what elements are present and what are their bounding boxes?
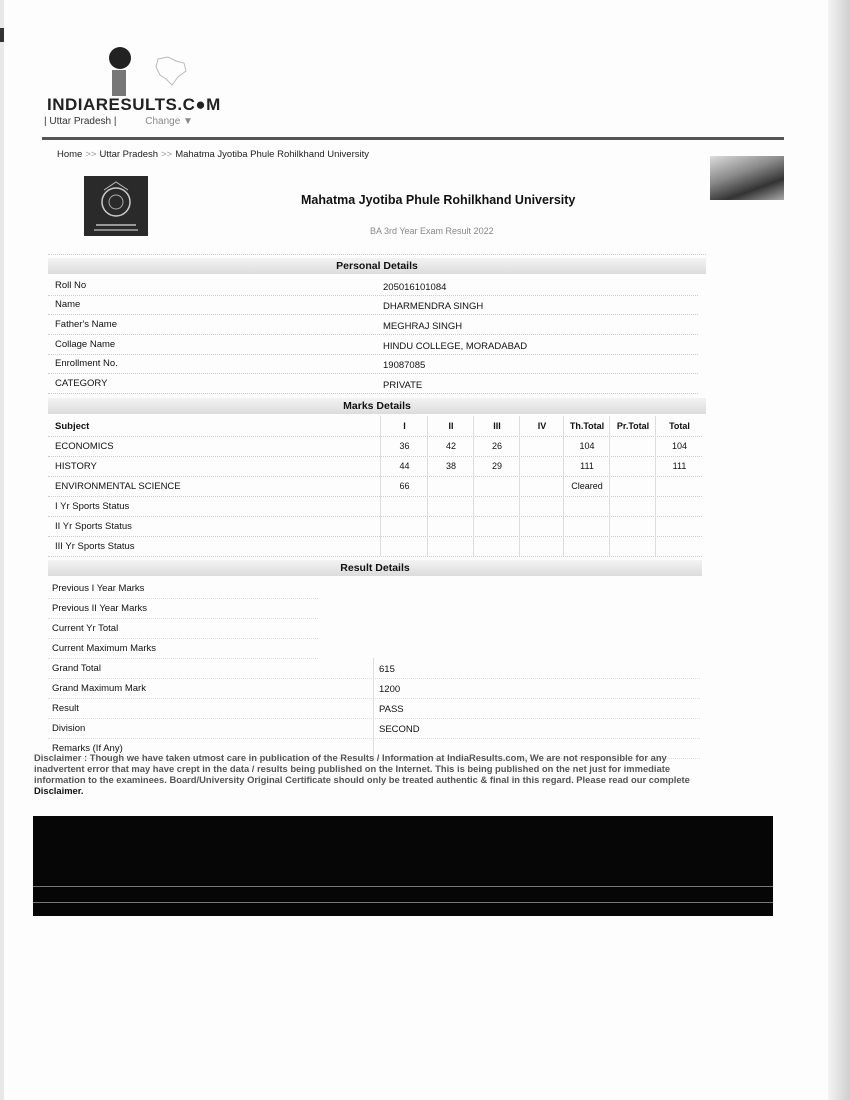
- column-pr-total: Pr.Total: [609, 416, 656, 436]
- column-subject: Subject: [55, 421, 90, 432]
- table-row: [48, 536, 702, 557]
- pr-total-cell: [609, 496, 656, 516]
- mark-cell: [380, 516, 428, 536]
- mark-cell: 36: [380, 436, 428, 456]
- mark-cell: [519, 436, 564, 456]
- grand-total-label: Grand Total: [52, 663, 101, 674]
- category-value: PRIVATE: [383, 380, 423, 391]
- result-label: Previous I Year Marks: [52, 583, 145, 594]
- header-divider: [42, 137, 784, 140]
- result-row: [48, 678, 700, 699]
- college-name-label: Collage Name: [55, 339, 116, 350]
- personal-row: [48, 374, 698, 394]
- result-details-heading: Result Details: [48, 560, 702, 576]
- th-total-cell: 104: [563, 436, 610, 456]
- division-label: Division: [52, 723, 86, 734]
- disclaimer-link[interactable]: Disclaimer.: [34, 785, 84, 796]
- result-status-value: PASS: [379, 704, 404, 715]
- breadcrumb-state[interactable]: Uttar Pradesh: [99, 149, 159, 160]
- name-label: Name: [55, 299, 81, 310]
- mark-cell: 44: [380, 456, 428, 476]
- total-cell: 104: [655, 436, 703, 456]
- disclaimer: [34, 752, 706, 796]
- fathers-name-value: MEGHRAJ SINGH: [383, 321, 463, 332]
- subject-name: I Yr Sports Status: [55, 501, 130, 512]
- column-ii: II: [427, 416, 474, 436]
- personal-row: [48, 354, 698, 374]
- subject-name: III Yr Sports Status: [55, 541, 135, 552]
- name-value: DHARMENDRA SINGH: [383, 301, 484, 312]
- marks-header-row: [48, 416, 702, 437]
- mark-cell: [473, 476, 520, 496]
- redact-line: [33, 886, 773, 887]
- value-cell: [373, 698, 699, 718]
- total-cell: [655, 536, 703, 556]
- enrollment-no-label: Enrollment No.: [55, 358, 118, 369]
- mark-cell: [427, 536, 474, 556]
- table-row: [48, 436, 702, 457]
- value-cell: [373, 718, 699, 738]
- mark-cell: [427, 516, 474, 536]
- mark-cell: [427, 496, 474, 516]
- column-total: Total: [655, 416, 703, 436]
- result-label: Current Maximum Marks: [52, 643, 156, 654]
- redacted-area: [33, 816, 773, 916]
- page-edge-right: [828, 0, 850, 1100]
- table-row: [48, 496, 702, 517]
- breadcrumb-separator: >>: [161, 149, 173, 160]
- th-total-cell: 111: [563, 456, 610, 476]
- personal-row: [48, 315, 698, 335]
- pr-total-cell: [609, 476, 656, 496]
- result-row: [48, 598, 318, 619]
- personal-row: [48, 335, 698, 355]
- mark-cell: [427, 476, 474, 496]
- column-th-total: Th.Total: [563, 416, 610, 436]
- result-label: Previous II Year Marks: [52, 603, 148, 614]
- result-label: Current Yr Total: [52, 623, 119, 634]
- mark-cell: [473, 496, 520, 516]
- subject-name: HISTORY: [55, 461, 97, 472]
- india-map-icon: [150, 55, 190, 89]
- pr-total-cell: [609, 436, 656, 456]
- table-row: [48, 456, 702, 477]
- total-cell: [655, 496, 703, 516]
- grand-max-value: 1200: [379, 684, 401, 695]
- state-name: | Uttar Pradesh |: [44, 116, 117, 127]
- mark-cell: [473, 516, 520, 536]
- mark-cell: [380, 536, 428, 556]
- fathers-name-label: Father's Name: [55, 319, 118, 330]
- subject-name: ECONOMICS: [55, 441, 114, 452]
- personal-row: [48, 276, 698, 296]
- redact-line: [33, 902, 773, 903]
- result-row: [48, 698, 700, 719]
- enrollment-no-value: 19087085: [383, 360, 426, 371]
- mark-cell: [519, 456, 564, 476]
- state-selector: [44, 116, 193, 127]
- total-cell: [655, 516, 703, 536]
- table-row: [48, 516, 702, 537]
- scan-mark: [0, 28, 4, 42]
- site-logo-text[interactable]: INDIARESULTS.C●M: [47, 95, 221, 114]
- breadcrumb-university[interactable]: Mahatma Jyotiba Phule Rohilkhand University: [175, 149, 369, 160]
- breadcrumb: [57, 149, 369, 160]
- column-iv: IV: [519, 416, 564, 436]
- division-value: SECOND: [379, 724, 420, 735]
- change-state-link[interactable]: Change ▼: [145, 116, 193, 127]
- roll-no-value: 205016101084: [383, 282, 447, 293]
- mark-cell: [519, 496, 564, 516]
- total-cell: [655, 476, 703, 496]
- th-total-cell: [563, 516, 610, 536]
- personal-details-heading: Personal Details: [48, 258, 706, 274]
- remarks-label: Remarks (If Any): [52, 743, 123, 754]
- total-cell: 111: [655, 456, 703, 476]
- subject-name: ENVIRONMENTAL SCIENCE: [55, 481, 181, 492]
- pr-total-cell: [609, 516, 656, 536]
- mark-cell: 38: [427, 456, 474, 476]
- breadcrumb-home[interactable]: Home: [57, 149, 83, 160]
- mark-cell: [519, 536, 564, 556]
- pr-total-cell: [609, 536, 656, 556]
- advertisement-image[interactable]: [710, 156, 784, 200]
- table-row: [48, 476, 702, 497]
- roll-no-label: Roll No: [55, 280, 87, 291]
- university-logo: [84, 176, 148, 236]
- college-name-value: HINDU COLLEGE, MORADABAD: [383, 341, 528, 352]
- disclaimer-text: Disclaimer : Though we have taken utmost care in publication of the Results / Information at IndiaResults.com, We are not responsible for any inadvertent error that may have crept in the data / results being published on the Internet. This is being published on the net just for immediate information to the examinees. Board/University Original Certificate should only be treated authentic & final in this regard. Please read our complete: [34, 752, 690, 785]
- mark-cell: 42: [427, 436, 474, 456]
- result-row: [48, 578, 318, 599]
- th-total-cell: [563, 536, 610, 556]
- result-row: [48, 618, 318, 639]
- th-total-cell: Cleared: [563, 476, 610, 496]
- pr-total-cell: [609, 456, 656, 476]
- personal-row: [48, 295, 698, 315]
- grand-max-label: Grand Maximum Mark: [52, 683, 146, 694]
- grand-total-value: 615: [379, 664, 395, 675]
- marks-details-heading: Marks Details: [48, 398, 706, 414]
- result-status-label: Result: [52, 703, 79, 714]
- value-cell: [373, 658, 699, 678]
- subject-name: II Yr Sports Status: [55, 521, 132, 532]
- mark-cell: [519, 476, 564, 496]
- th-total-cell: [563, 496, 610, 516]
- breadcrumb-separator: >>: [85, 149, 97, 160]
- result-row: [48, 638, 318, 659]
- column-iii: III: [473, 416, 520, 436]
- site-logo-stem: [112, 70, 126, 96]
- mark-cell: [380, 496, 428, 516]
- mark-cell: 26: [473, 436, 520, 456]
- mark-cell: [473, 536, 520, 556]
- mark-cell: 29: [473, 456, 520, 476]
- page-edge-left: [0, 0, 4, 1100]
- value-cell: [373, 678, 699, 698]
- category-label: CATEGORY: [55, 378, 108, 389]
- column-i: I: [380, 416, 428, 436]
- university-name: Mahatma Jyotiba Phule Rohilkhand University: [301, 193, 576, 207]
- result-row: [48, 658, 700, 679]
- mark-cell: 66: [380, 476, 428, 496]
- result-row: [48, 718, 700, 739]
- mark-cell: [519, 516, 564, 536]
- exam-title: BA 3rd Year Exam Result 2022: [370, 226, 494, 236]
- site-logo-icon: [109, 47, 131, 69]
